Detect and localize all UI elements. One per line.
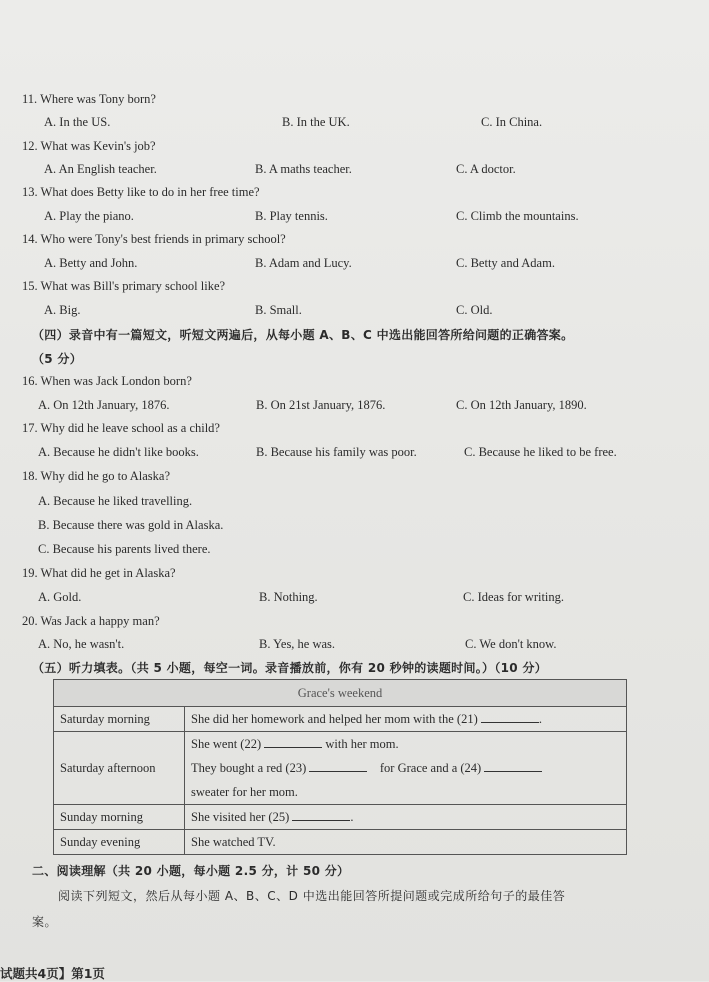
q20-option-a: A. No, he wasn't. [38, 637, 125, 651]
question-20: 20. Was Jack a happy man? [22, 614, 160, 628]
q18-option-c: C. Because his parents lived there. [38, 542, 211, 556]
section-4-points: （5 分） [32, 352, 83, 366]
page-footer: 试题共4页】第1页 [0, 966, 105, 981]
q15-option-c: C. Old. [456, 303, 493, 317]
row-label-saturday-morning: Saturday morning [54, 707, 185, 732]
question-12: 12. What was Kevin's job? [22, 139, 156, 153]
row-content-sunday-evening: She watched TV. [185, 830, 627, 855]
q11-option-b: B. In the UK. [282, 115, 350, 129]
section-5-instructions: （五）听力填表。（共 5 小题，每空一词。录音播放前，你有 20 秒钟的读题时间。）（10 分） [32, 661, 548, 675]
question-16: 16. When was Jack London born? [22, 374, 192, 388]
q13-option-a: A. Play the piano. [44, 209, 134, 223]
q16-option-c: C. On 12th January, 1890. [456, 398, 587, 412]
q13-option-b: B. Play tennis. [255, 209, 328, 223]
q13-option-c: C. Climb the mountains. [456, 209, 579, 223]
q17-option-c: C. Because he liked to be free. [464, 445, 617, 459]
question-13: 13. What does Betty like to do in her free time? [22, 185, 260, 199]
q20-option-b: B. Yes, he was. [259, 637, 336, 651]
saturday-afternoon-line-2: They bought a red (23) for Grace and a (24) [191, 756, 620, 780]
question-11: 11. Where was Tony born? [22, 92, 156, 106]
q17-option-b: B. Because his family was poor. [256, 445, 417, 459]
blank-22[interactable] [264, 747, 322, 748]
row-content-saturday-afternoon [185, 732, 627, 805]
blank-21[interactable] [481, 722, 539, 723]
q19-option-c: C. Ideas for writing. [463, 590, 565, 604]
q18-option-b: B. Because there was gold in Alaska. [38, 518, 224, 532]
graces-weekend-table [53, 679, 627, 855]
row-label-sunday-evening: Sunday evening [54, 830, 185, 855]
part-2-instructions-end: 案。 [32, 915, 58, 929]
q17-option-a: A. Because he didn't like books. [38, 445, 199, 459]
q12-option-b: B. A maths teacher. [255, 162, 352, 176]
q12-option-c: C. A doctor. [456, 162, 516, 176]
row-content-sunday-morning: She visited her (25) . [185, 805, 627, 830]
q14-option-a: A. Betty and John. [44, 256, 138, 270]
row-label-saturday-afternoon: Saturday afternoon [54, 732, 185, 805]
q19-option-b: B. Nothing. [259, 590, 318, 604]
blank-25[interactable] [292, 820, 350, 821]
question-14: 14. Who were Tony's best friends in primary school? [22, 232, 286, 246]
q14-option-b: B. Adam and Lucy. [255, 256, 352, 270]
question-15: 15. What was Bill's primary school like? [22, 279, 226, 293]
q20-option-c: C. We don't know. [465, 637, 557, 651]
q11-option-c: C. In China. [481, 115, 543, 129]
q19-option-a: A. Gold. [38, 590, 82, 604]
part-2-title: 二、阅读理解（共 20 小题，每小题 2.5 分，计 50 分） [32, 864, 350, 878]
row-content-saturday-morning: She did her homework and helped her mom with the (21) . [185, 707, 627, 732]
table-title: Grace's weekend [54, 680, 627, 707]
section-4-instructions: （四）录音中有一篇短文，听短文两遍后，从每小题 A、B、C 中选出能回答所给问题的正确答案。 [32, 328, 574, 342]
question-19: 19. What did he get in Alaska? [22, 566, 176, 580]
q15-option-b: B. Small. [255, 303, 302, 317]
q18-option-a: A. Because he liked travelling. [38, 494, 193, 508]
part-2-instructions: 阅读下列短文，然后从每小题 A、B、C、D 中选出能回答所提问题或完成所给句子的最佳答 [58, 889, 566, 903]
q12-option-a: A. An English teacher. [44, 162, 157, 176]
question-17: 17. Why did he leave school as a child? [22, 421, 220, 435]
blank-24[interactable] [484, 771, 542, 772]
q14-option-c: C. Betty and Adam. [456, 256, 555, 270]
q11-option-a: A. In the US. [44, 115, 111, 129]
q16-option-a: A. On 12th January, 1876. [38, 398, 170, 412]
row-label-sunday-morning: Sunday morning [54, 805, 185, 830]
blank-23[interactable] [309, 771, 367, 772]
q16-option-b: B. On 21st January, 1876. [256, 398, 386, 412]
q15-option-a: A. Big. [44, 303, 81, 317]
saturday-afternoon-line-3: sweater for her mom. [191, 785, 298, 799]
question-18: 18. Why did he go to Alaska? [22, 469, 171, 483]
saturday-afternoon-line-1: She went (22) with her mom. [191, 737, 399, 751]
